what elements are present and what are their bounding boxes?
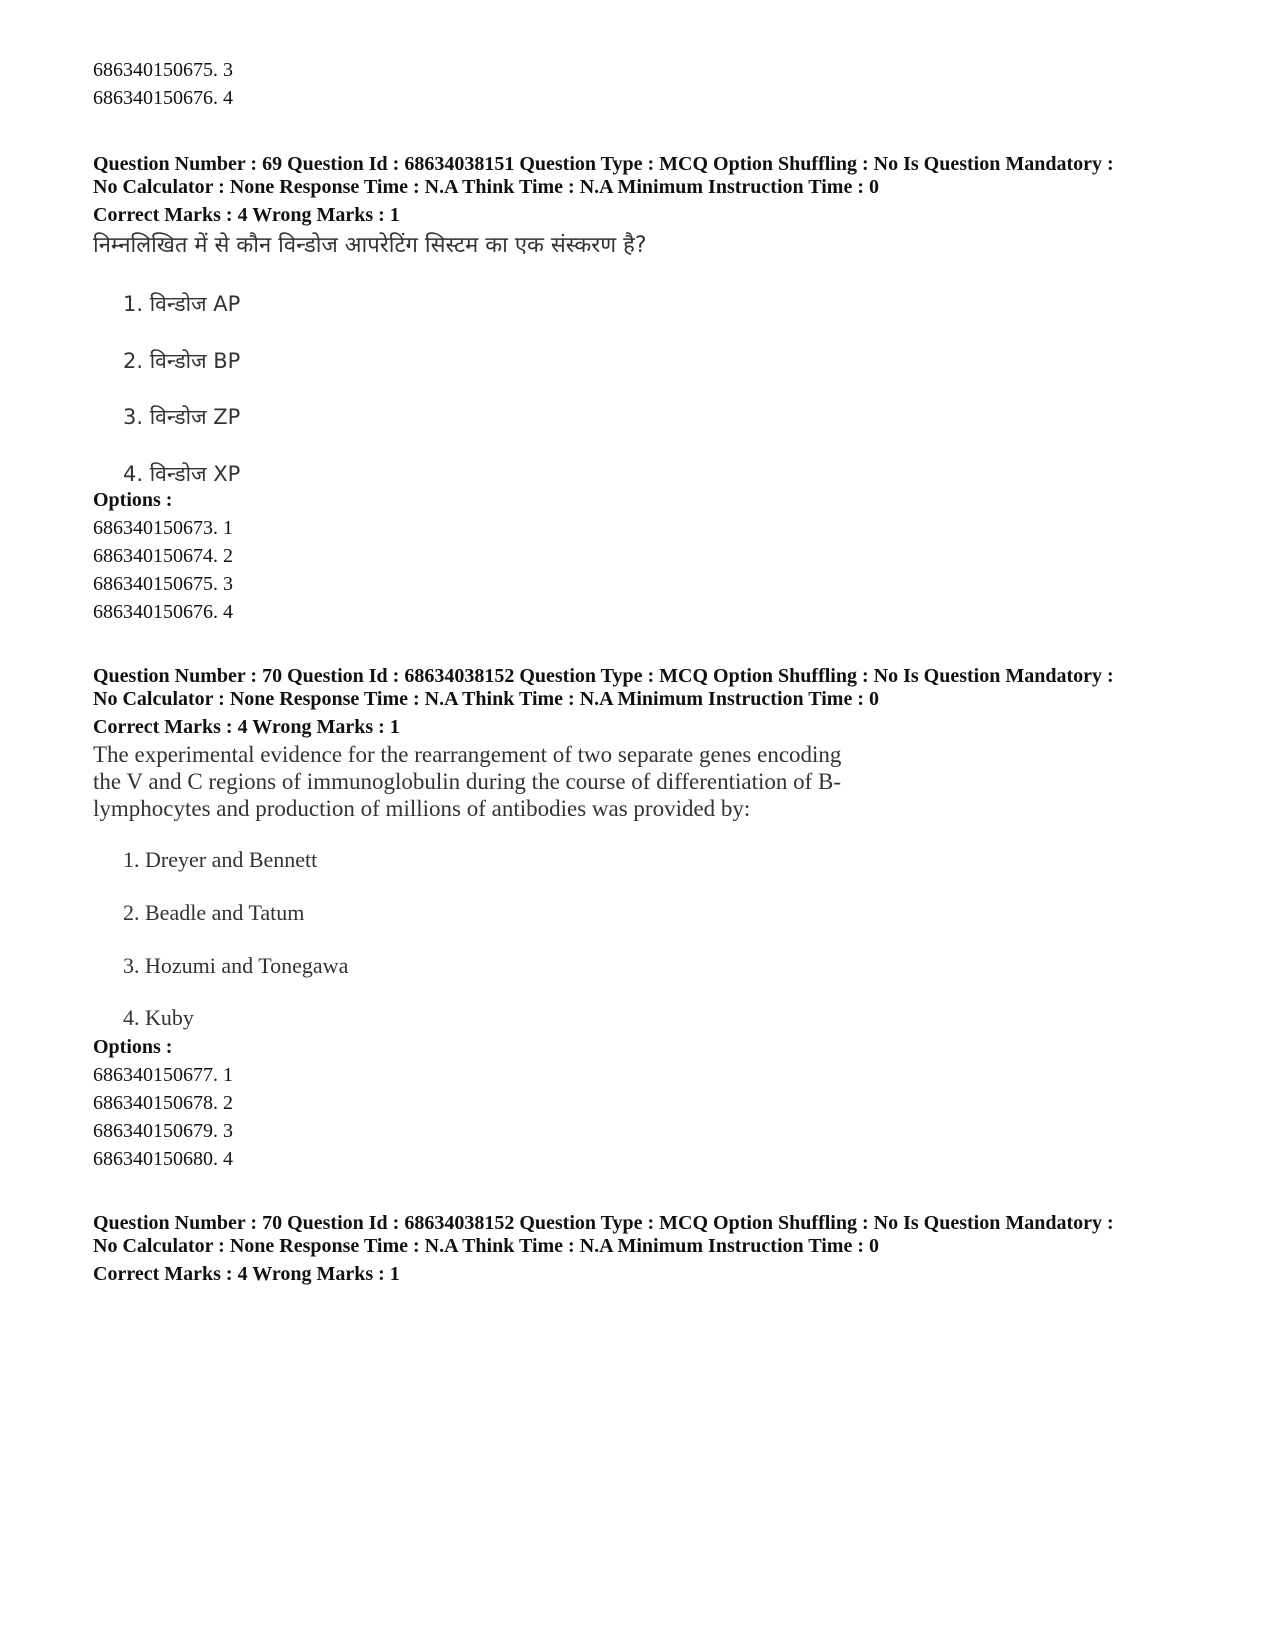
option-id-line: 686340150673. 1 — [93, 517, 233, 539]
question-text-line: the V and C regions of immunoglobulin during the course of differentiation of B- — [93, 769, 842, 794]
answer-choice: 3. विन्डोज ZP — [123, 405, 241, 429]
options-label: Options : — [93, 1036, 173, 1058]
option-id-line: 686340150675. 3 — [93, 573, 233, 595]
question-text: निम्नलिखित में से कौन विन्डोज आपरेटिंग सिस्टम का एक संस्करण है? — [93, 233, 647, 258]
question-text-line: The experimental evidence for the rearrangement of two separate genes encoding — [93, 742, 842, 767]
answer-choice: 2. विन्डोज BP — [123, 349, 241, 373]
option-id-line: 686340150678. 2 — [93, 1092, 233, 1114]
option-id-line: 686340150674. 2 — [93, 545, 233, 567]
answer-choice: 1. Dreyer and Bennett — [123, 847, 318, 872]
question-marks: Correct Marks : 4 Wrong Marks : 1 — [93, 716, 400, 738]
options-label: Options : — [93, 489, 173, 511]
question-header-line2: No Calculator : None Response Time : N.A Think Time : N.A Minimum Instruction Time : 0 — [93, 688, 879, 710]
option-id-line: 686340150677. 1 — [93, 1064, 233, 1086]
answer-choice: 4. विन्डोज XP — [123, 462, 241, 486]
question-text-line: lymphocytes and production of millions of antibodies was provided by: — [93, 796, 751, 821]
answer-choice: 1. विन्डोज AP — [123, 292, 241, 316]
question-header-line1: Question Number : 69 Question Id : 68634038151 Question Type : MCQ Option Shuffling : No Is Question Mandatory : — [93, 153, 1114, 175]
question-header-line1: Question Number : 70 Question Id : 68634038152 Question Type : MCQ Option Shuffling : No Is Question Mandatory : — [93, 665, 1114, 687]
option-id-line: 686340150676. 4 — [93, 601, 233, 623]
question-header-line2: No Calculator : None Response Time : N.A Think Time : N.A Minimum Instruction Time : 0 — [93, 176, 879, 198]
question-header-line2: No Calculator : None Response Time : N.A Think Time : N.A Minimum Instruction Time : 0 — [93, 1235, 879, 1257]
question-marks: Correct Marks : 4 Wrong Marks : 1 — [93, 1263, 400, 1285]
question-marks: Correct Marks : 4 Wrong Marks : 1 — [93, 204, 400, 226]
option-id-line: 686340150680. 4 — [93, 1148, 233, 1170]
question-header-line1: Question Number : 70 Question Id : 68634038152 Question Type : MCQ Option Shuffling : No Is Question Mandatory : — [93, 1212, 1114, 1234]
answer-choice: 3. Hozumi and Tonegawa — [123, 953, 349, 978]
option-id-line: 686340150676. 4 — [93, 87, 233, 109]
option-id-line: 686340150675. 3 — [93, 59, 233, 81]
answer-choice: 4. Kuby — [123, 1005, 194, 1030]
option-id-line: 686340150679. 3 — [93, 1120, 233, 1142]
answer-choice: 2. Beadle and Tatum — [123, 900, 305, 925]
